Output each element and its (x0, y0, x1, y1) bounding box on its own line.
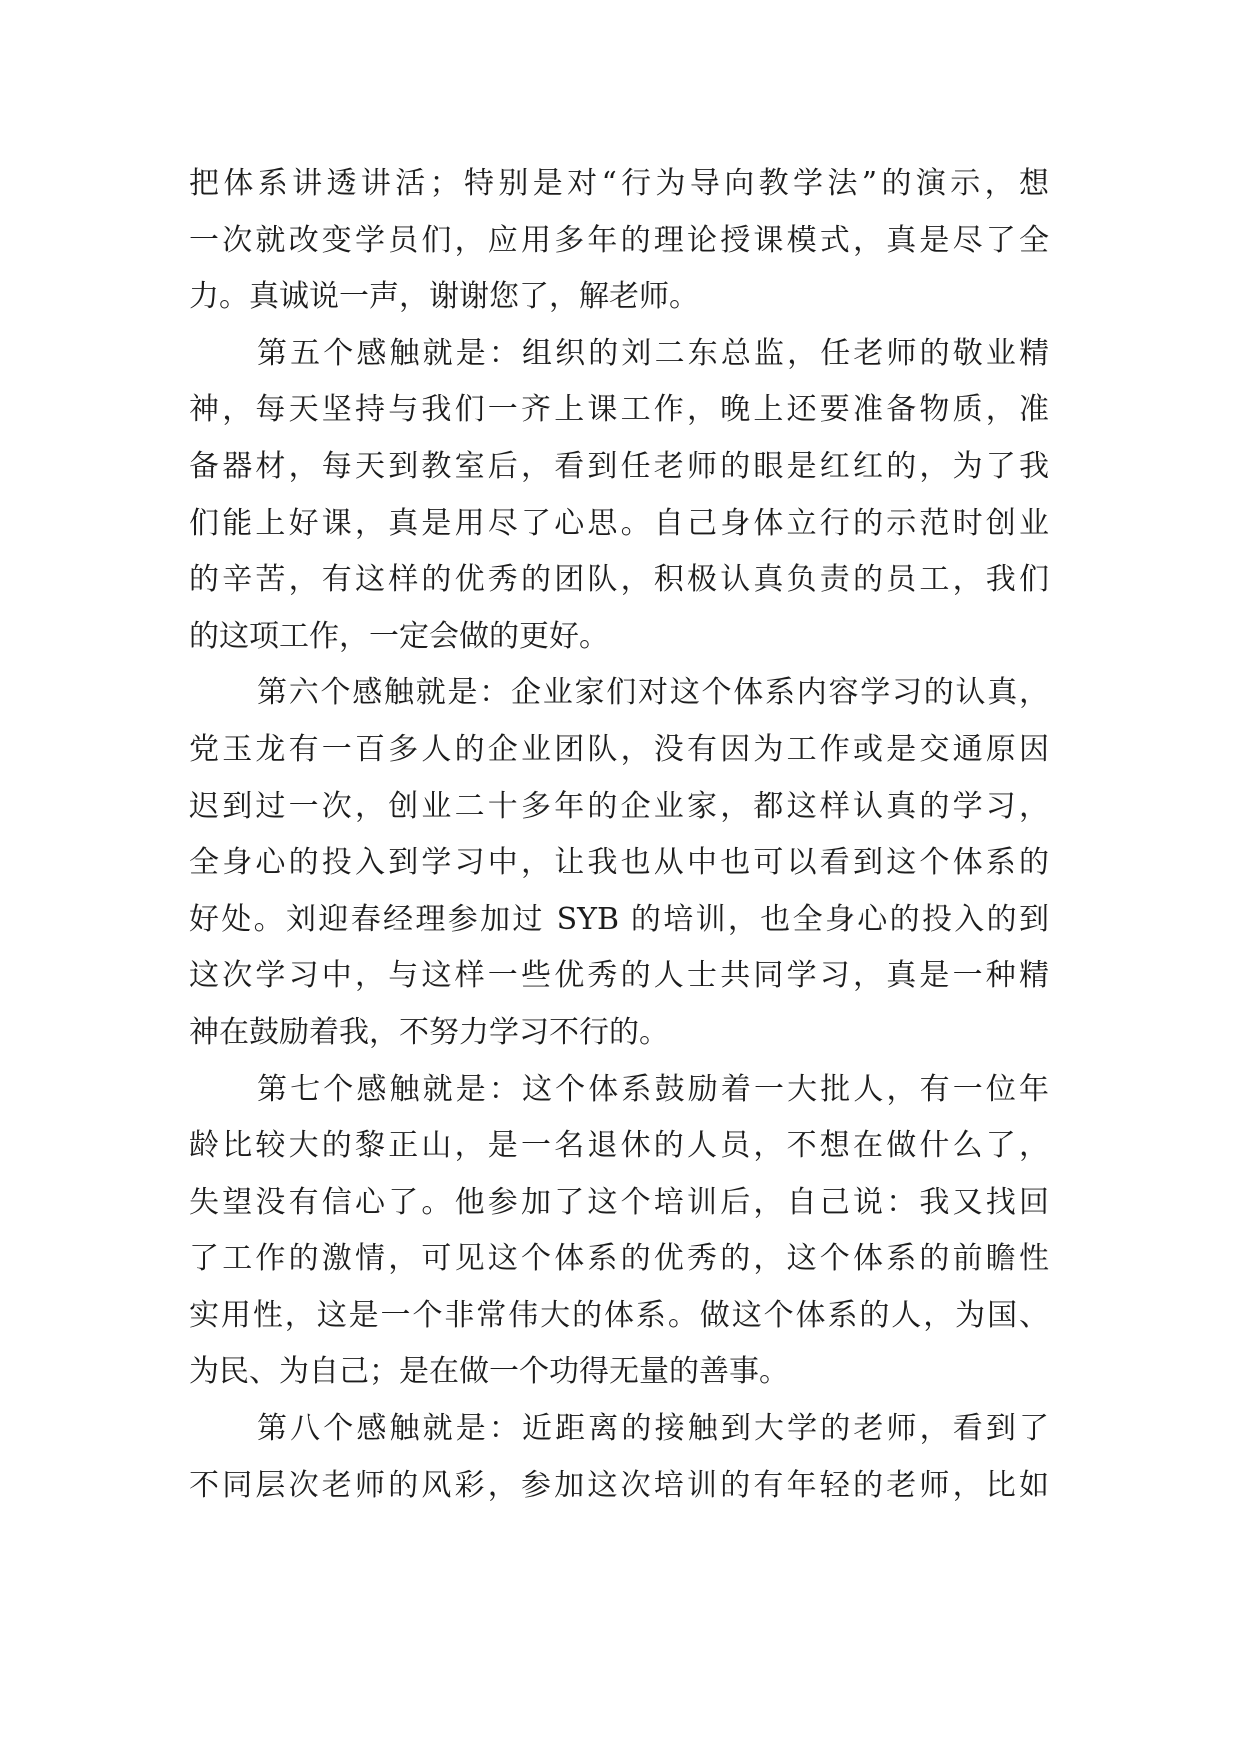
text-line: 龄比较大的黎正山，是一名退休的人员，不想在做什么了， (189, 1128, 1049, 1164)
text-line: 把体系讲透讲活；特别是对“行为导向教学法”的演示，想 (189, 166, 1049, 201)
text-line: 备器材，每天到教室后，看到任老师的眼是红红的，为了我 (189, 448, 1049, 484)
paragraph-first-line: 第六个感触就是：企业家们对这个体系内容学习的认真， (257, 675, 1049, 711)
text-line: 的辛苦，有这样的优秀的团队，积极认真负责的员工，我们 (189, 562, 1049, 598)
body-text (189, 156, 1049, 1514)
text-line: 不同层次老师的风彩，参加这次培训的有年轻的老师，比如 (189, 1467, 1049, 1503)
text-line: 这次学习中，与这样一些优秀的人士共同学习，真是一种精 (189, 958, 1049, 994)
text-line: 神在鼓励着我，不努力学习不行的。 (189, 1014, 669, 1050)
paragraph-first-line: 第七个感触就是：这个体系鼓励着一大批人，有一位年 (257, 1071, 1049, 1107)
paragraph-first-line: 第五个感触就是：组织的刘二东总监，任老师的敬业精 (257, 335, 1049, 371)
text-line: 实用性，这是一个非常伟大的体系。做这个体系的人，为国、 (189, 1297, 1049, 1333)
text-line: 了工作的激情，可见这个体系的优秀的，这个体系的前瞻性 (189, 1241, 1049, 1277)
text-line: 全身心的投入到学习中，让我也从中也可以看到这个体系的 (189, 845, 1049, 881)
text-line: 党玉龙有一百多人的企业团队，没有因为工作或是交通原因 (189, 731, 1049, 767)
text-line: 为民、为自己；是在做一个功得无量的善事。 (189, 1354, 789, 1390)
text-line: 神，每天坚持与我们一齐上课工作，晚上还要准备物质，准 (189, 392, 1049, 428)
text-line: 的这项工作，一定会做的更好。 (189, 618, 609, 654)
text-line: 们能上好课，真是用尽了心思。自己身体立行的示范时创业 (189, 505, 1049, 541)
text-line: 一次就改变学员们，应用多年的理论授课模式，真是尽了全 (189, 222, 1049, 258)
text-line: 好处。刘迎春经理参加过 SYB 的培训，也全身心的投入的到 (189, 901, 1049, 937)
paragraph-first-line: 第八个感触就是：近距离的接触到大学的老师，看到了 (257, 1411, 1049, 1447)
text-line: 失望没有信心了。他参加了这个培训后，自己说：我又找回 (189, 1184, 1049, 1220)
text-line: 力。真诚说一声，谢谢您了，解老师。 (189, 279, 699, 315)
text-line: 迟到过一次，创业二十多年的企业家，都这样认真的学习， (189, 788, 1049, 824)
